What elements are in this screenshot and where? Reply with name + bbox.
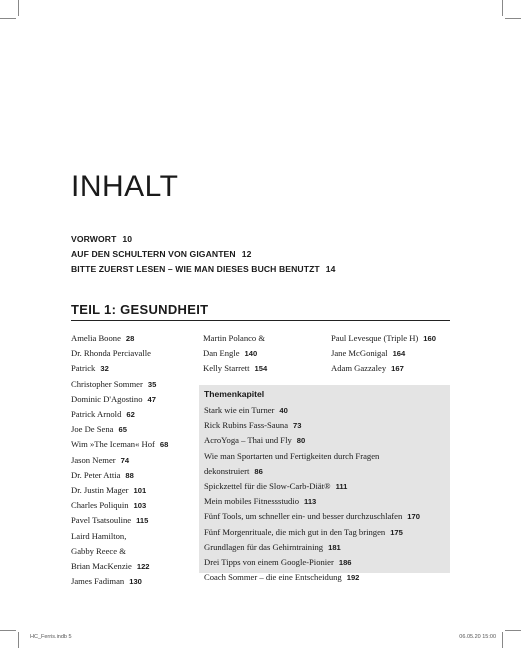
crop-mark: [502, 0, 503, 16]
crop-mark: [18, 632, 19, 648]
crop-mark: [0, 630, 16, 631]
front-matter-label: VORWORT: [71, 234, 117, 244]
toc-entry: [71, 498, 168, 513]
entry-name: Kelly Starrett: [203, 363, 250, 374]
entry-name: Wim »The Iceman« Hof: [71, 439, 155, 450]
page-number: 88: [125, 470, 134, 480]
entry-name: Gabby Reece &: [71, 545, 126, 556]
page-number: 186: [338, 558, 352, 568]
page-number: 65: [118, 425, 127, 435]
toc-column-2: [203, 331, 270, 377]
crop-mark: [0, 18, 16, 19]
page-number: 47: [147, 394, 156, 404]
page-number: 122: [136, 562, 150, 572]
toc-entry: [71, 483, 168, 498]
page-number: 154: [254, 364, 268, 374]
toc-entry: [71, 574, 168, 589]
toc-entry: [331, 331, 436, 346]
topic-title: Coach Sommer – die eine Entscheidung: [204, 572, 342, 583]
page-number: 175: [390, 527, 403, 537]
toc-entry: [71, 407, 168, 422]
front-matter-list: [71, 232, 336, 277]
entry-name: Joe De Sena: [71, 424, 114, 435]
entry-name: Adam Gazzaley: [331, 363, 387, 374]
page-number: 167: [391, 364, 404, 374]
toc-entry: [331, 361, 436, 376]
page-number: 62: [126, 410, 135, 420]
topic-title: Drei Tipps von einem Google-Pionier: [204, 557, 334, 568]
page-number: 164: [392, 349, 406, 359]
toc-entry: [71, 346, 168, 361]
page-number: 130: [129, 577, 142, 587]
page-number: 170: [407, 512, 420, 522]
entry-name: Dr. Justin Mager: [71, 485, 129, 496]
part-title: TEIL 1: GESUNDHEIT: [71, 302, 209, 317]
entry-name: Dominic D'Agostino: [71, 393, 143, 404]
toc-entry: [71, 361, 168, 376]
toc-entry: [71, 559, 168, 574]
topic-entry: [204, 509, 420, 524]
toc-entry: [71, 422, 168, 437]
page-number: 80: [296, 436, 306, 446]
entry-name: Brian MacKenzie: [71, 561, 132, 572]
entry-name: James Fadiman: [71, 576, 125, 587]
topic-entry: [204, 525, 420, 540]
toc-entry: [71, 453, 168, 468]
topic-entry: [204, 433, 420, 448]
entry-name: Martin Polanco &: [203, 333, 266, 343]
topic-title: Grundlagen für das Gehirntraining: [204, 541, 324, 552]
topic-entry: [204, 555, 420, 570]
page-number: 35: [147, 379, 157, 389]
page-number: 86: [254, 466, 263, 476]
topic-entry: [204, 403, 420, 418]
toc-entry: [203, 331, 270, 346]
topic-entry: [204, 479, 420, 494]
topic-entry: [204, 570, 420, 585]
themenkapitel-heading: Themenkapitel: [204, 389, 265, 399]
page-number: 32: [100, 364, 109, 374]
topic-entry: [204, 540, 420, 555]
toc-entry: [71, 392, 168, 407]
entry-name: Laird Hamilton,: [71, 530, 127, 541]
topic-entry: [204, 464, 420, 479]
page-number: 160: [423, 334, 436, 343]
entry-name: Jason Nemer: [71, 454, 116, 465]
print-slug-timestamp: 06.05.20 15:00: [459, 634, 496, 640]
toc-entry: [203, 346, 270, 361]
toc-column-3: [331, 331, 436, 377]
entry-name: Amelia Boone: [71, 333, 121, 343]
topic-entry: [204, 449, 420, 464]
page-number: 103: [133, 501, 147, 511]
page-number: 40: [279, 406, 288, 415]
page-number: 113: [304, 497, 317, 507]
themenkapitel-list: [204, 403, 420, 585]
topic-title: Fünf Morgenrituale, die mich gut in den Tag bringen: [204, 526, 386, 537]
entry-name: Dr. Rhonda Perciavalle: [71, 348, 151, 359]
toc-entry: [71, 437, 168, 452]
toc-entry: [71, 468, 168, 483]
divider: [71, 320, 450, 321]
front-matter-label: BITTE ZUERST LESEN – WIE MAN DIESES BUCH BENUTZT: [71, 264, 320, 274]
topic-entry: [204, 494, 420, 509]
entry-name: Christopher Sommer: [71, 378, 143, 389]
toc-entry: [71, 513, 168, 528]
print-slug-file: HC_Ferris.indb 5: [30, 634, 72, 640]
topic-title: Rick Rubins Fass-Sauna: [204, 420, 289, 431]
toc-entry: [331, 346, 436, 361]
page-number: 140: [244, 349, 258, 359]
crop-mark: [505, 18, 521, 19]
crop-mark: [502, 632, 503, 648]
crop-mark: [505, 630, 521, 631]
entry-name: Charles Poliquin: [71, 500, 129, 511]
toc-entry: [71, 544, 168, 559]
page-number: 12: [241, 249, 252, 259]
front-matter-item: [71, 262, 336, 277]
page-number: 192: [346, 573, 360, 583]
toc-entry: [71, 377, 168, 392]
page-number: 74: [120, 455, 130, 465]
entry-name: Dr. Peter Attia: [71, 469, 121, 480]
page-number: 68: [159, 440, 169, 450]
topic-title: Wie man Sportarten und Fertigkeiten durch Fragen: [204, 450, 380, 461]
topic-title: Fünf Tools, um schneller ein- und besser durchzuschlafen: [204, 511, 403, 522]
toc-column-1: [71, 331, 168, 589]
entry-name: Patrick: [71, 363, 96, 374]
entry-name: Pavel Tsatsouline: [71, 515, 132, 526]
page-number: 101: [133, 486, 147, 496]
page-title: INHALT: [71, 170, 179, 203]
entry-name: Jane McGonigal: [331, 348, 388, 359]
page-number: 28: [125, 334, 135, 343]
page-number: 181: [328, 542, 341, 552]
topic-title: Spickzettel für die Slow-Carb-Diät®: [204, 481, 331, 492]
topic-entry: [204, 418, 420, 433]
page-number: 14: [325, 264, 336, 274]
topic-title: Stark wie ein Turner: [204, 405, 275, 415]
topic-title: dekonstruiert: [204, 465, 250, 476]
front-matter-item: [71, 232, 336, 247]
entry-name: Paul Levesque (Triple H): [331, 333, 419, 343]
page-number: 73: [293, 421, 302, 431]
front-matter-label: AUF DEN SCHULTERN VON GIGANTEN: [71, 249, 236, 259]
toc-entry: [71, 331, 168, 346]
entry-name: Patrick Arnold: [71, 409, 122, 420]
toc-entry: [71, 529, 168, 544]
page-number: 10: [122, 234, 133, 244]
topic-title: AcroYoga – Thai und Fly: [204, 435, 292, 446]
page-number: 115: [136, 516, 149, 526]
page-number: 111: [335, 482, 348, 492]
entry-name: Dan Engle: [203, 348, 240, 359]
front-matter-item: [71, 247, 336, 262]
topic-title: Mein mobiles Fitnessstudio: [204, 496, 300, 507]
crop-mark: [18, 0, 19, 16]
toc-entry: [203, 361, 270, 376]
